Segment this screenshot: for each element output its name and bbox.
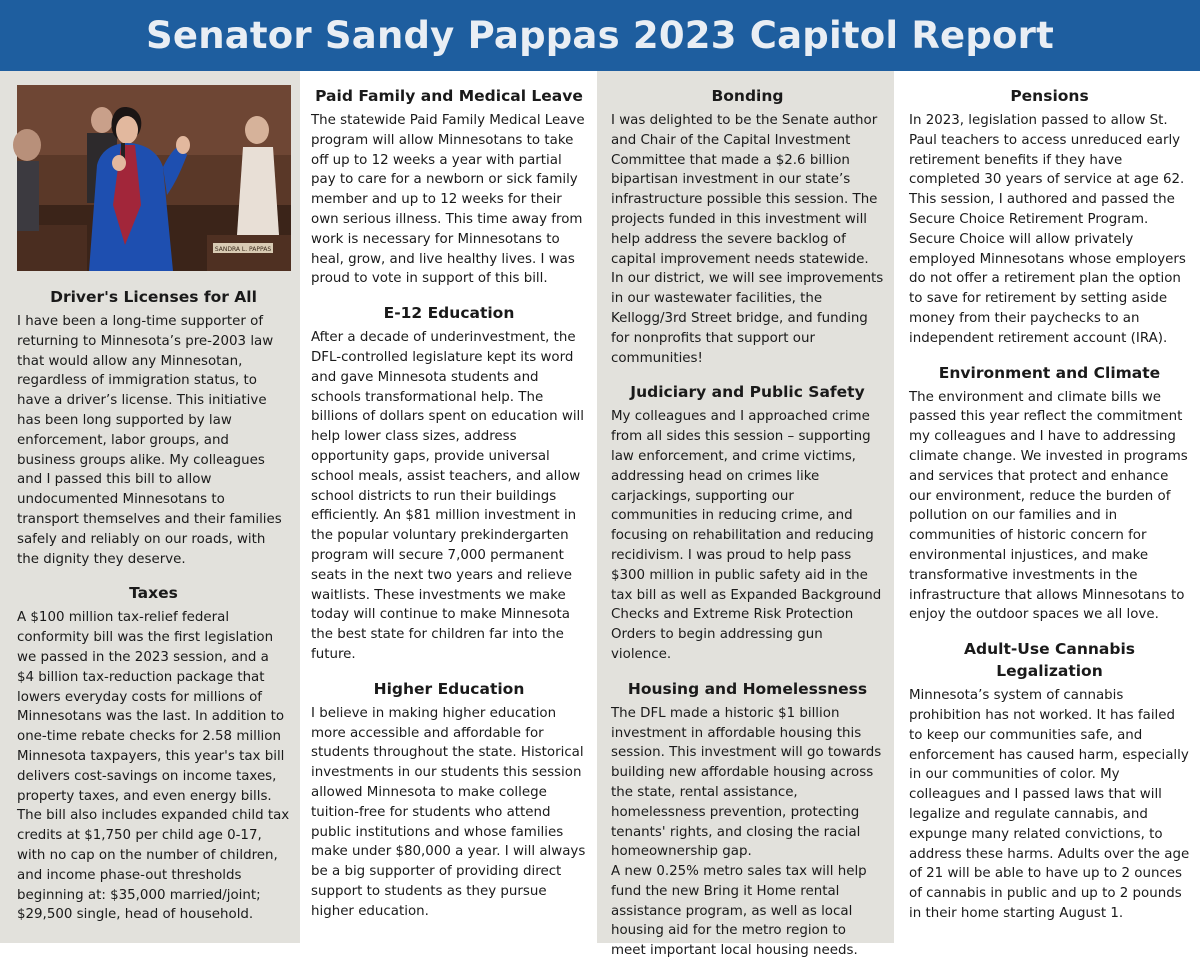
section-environment <box>909 362 1190 626</box>
section-paid-leave <box>311 85 587 289</box>
body-higher-education: I believe in making higher education more accessible and affordable for students throughout the state. Historical investments in our students this session allowed Minnesota to make college tuition-free for students who attend public institutions and whose families make under $80,000 a year. I will always be a big supporter of providing direct support to students as they pursue higher education. <box>311 705 586 919</box>
senator-photo-illustration <box>17 85 291 271</box>
page-title: Senator Sandy Pappas 2023 Capitol Report <box>146 14 1054 57</box>
body-e12-education: After a decade of underinvestment, the DFL-controlled legislature kept its word and gave Minnesota students and schools transformational help. The billions of dollars spent on education will help lower class sizes, address opportunity gaps, provide universal school meals, assist teachers, and allow school districts to run their buildings efficiently. An $81 million investment in the popular voluntary prekindergarten program will secure 7,000 permanent seats in the next two years and relieve waitlists. These investments we make today will continue to make Minnesota the best state for children far into the future. <box>311 330 584 662</box>
senator-photo <box>17 85 291 271</box>
section-housing <box>611 678 884 961</box>
columns <box>0 71 1200 959</box>
section-higher-education <box>311 678 587 922</box>
heading-bonding: Bonding <box>711 87 784 105</box>
column-2 <box>300 71 597 943</box>
section-cannabis <box>909 638 1190 924</box>
heading-judiciary: Judiciary and Public Safety <box>630 383 865 402</box>
heading-taxes: Taxes <box>129 584 178 603</box>
body-pensions: In 2023, legislation passed to allow St. Paul teachers to access unreduced early retirement benefits if they have completed 30 years of service at age 62. This session, I authored and passed the Secure Choice Retirement Program. Secure Choice will allow privately employed Minnesotans whose employers do not offer a retirement plan the option to save for retirement by setting aside money from their paychecks to an independent retirement account (IRA). <box>909 113 1186 346</box>
title-banner <box>0 0 1200 71</box>
body-paid-leave: The statewide Paid Family Medical Leave program will allow Minnesotans to take off up to 12 weeks a year with partial pay to care for a newborn or sick family member and up to 12 weeks for their own serious illness. This time away from work is necessary for Minnesotans to heal, grow, and live healthy lives. I was proud to vote in support of this bill. <box>311 113 585 287</box>
heading-housing: Housing and Homelessness <box>627 679 868 698</box>
heading-environment: Environment and Climate <box>938 363 1161 382</box>
body-housing-1: The DFL made a historic $1 billion investment in affordable housing this session. This investment will go towards building new affordable housing across the state, rental assistance, homelessness prevention, protecting tenants' rights, and closing the racial homeownership gap. <box>611 705 882 860</box>
section-e12-education <box>311 302 587 665</box>
heading-paid-leave: Paid Family and Medical Leave <box>315 87 583 105</box>
column-3 <box>597 71 894 959</box>
column-1 <box>0 71 300 943</box>
heading-pensions: Pensions <box>1010 87 1089 105</box>
body-housing-2: A new 0.25% metro sales tax will help fund the new Bring it Home rental assistance program, as well as local housing aid for the metro region to meet important local housing needs. <box>611 864 867 959</box>
section-drivers-licenses <box>17 286 290 569</box>
body-judiciary: My colleagues and I approached crime from all sides this session – supporting law enforcement, and crime victims, addressing head on crimes like carjackings, supporting our communities in reducing crime, and focusing on rehabilitation and reducing recidivism. I was proud to help pass $300 million in public safety aid in the tax bill as well as Expanded Background Checks and Extreme Risk Protection Orders to begin addressing gun violence. <box>611 409 882 662</box>
nameplate-text: SANDRA L. PAPPAS <box>214 246 272 253</box>
section-taxes <box>17 582 290 925</box>
section-pensions <box>909 85 1190 349</box>
heading-higher-education: Higher Education <box>373 679 525 698</box>
section-judiciary <box>611 381 884 664</box>
column-4 <box>894 71 1200 943</box>
body-bonding: I was delighted to be the Senate author and Chair of the Capital Investment Committee that made a $2.6 billion bipartisan investment in our state’s infrastructure possible this session. The projects funded in this investment will help address the severe backlog of capital improvement needs statewide. In our district, we will see improvements in our wastewater facilities, the Kellogg/3rd Street bridge, and funding for nonprofits that support our communities! <box>611 113 884 366</box>
section-bonding <box>611 85 884 368</box>
heading-e12-education: E-12 Education <box>383 304 515 323</box>
body-drivers-licenses: I have been a long-time supporter of returning to Minnesota’s pre-2003 law that would allow any Minnesotan, regardless of immigration status, to have a driver’s license. This initiative has been long supported by law enforcement, labor groups, and business groups alike. My colleagues and I passed this bill to allow undocumented Minnesotans to transport themselves and their families safely and reliably on our roads, with the dignity they deserve. <box>17 314 282 567</box>
heading-cannabis: Adult-Use Cannabis Legalization <box>964 640 1135 681</box>
heading-drivers-licenses: Driver's Licenses for All <box>50 288 257 306</box>
body-taxes: A $100 million tax-relief federal conformity bill was the first legislation we passed in the 2023 session, and a $4 billion tax-reduction package that lowers everyday costs for millions of Minnesotans was the last. In addition to one-time rebate checks for 2.58 million Minnesota taxpayers, this year's tax bill delivers cost-savings on income taxes, property taxes, and even energy bills. The bill also includes expanded child tax credits at $1,750 per child age 0-17, with no cap on the number of children, and income phase-out thresholds beginning at: $35,000 married/joint; $29,500 single, head of household. <box>17 610 290 923</box>
body-environment: The environment and climate bills we passed this year reflect the commitment my colleagues and I have to addressing climate change. We invested in programs and services that protect and enhance our environment, reduce the burden of pollution on our families and in communities of historic concern for environmental injustices, and make transformative investments in the infrastructure that allows Minnesotans to enjoy the outdoor spaces we all love. <box>909 389 1188 623</box>
body-cannabis: Minnesota’s system of cannabis prohibition has not worked. It has failed to keep our communities safe, and enforcement has caused harm, especially in our communities of color. My colleagues and I passed laws that will legalize and regulate cannabis, and expunge many related convictions, to address these harms. Adults over the age of 21 will be able to have up to 2 ounces of cannabis in public and up to 2 pounds in their home starting August 1. <box>909 688 1190 921</box>
